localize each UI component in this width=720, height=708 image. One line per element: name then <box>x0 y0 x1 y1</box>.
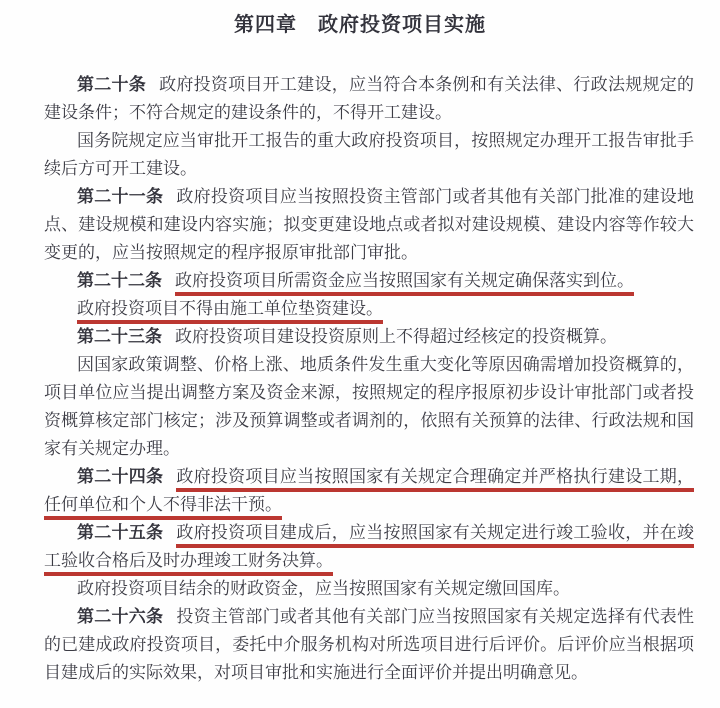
paragraph <box>44 463 694 519</box>
paragraph <box>44 127 694 183</box>
article-number-label: 第二十三条 <box>77 327 162 346</box>
article-number-label: 第二十二条 <box>77 271 162 290</box>
chapter-title: 第四章 政府投资项目实施 <box>234 14 486 36</box>
paragraph <box>44 295 694 323</box>
document-body <box>0 71 720 687</box>
red-underlined-text: 政府投资项目应当按照国家有关规定合理确定并严格执行建设工期，任何单位和个人不得非法干预。 <box>44 467 694 520</box>
red-underlined-text: 政府投资项目所需资金应当按照国家有关规定确保落实到位。 <box>175 271 634 296</box>
article-number-label: 第二十四条 <box>77 467 164 486</box>
paragraph <box>44 519 694 575</box>
paragraph <box>44 323 694 351</box>
paragraph-text: 投资主管部门或者其他有关部门应当按照国家有关规定选择有代表性的已建成政府投资项目，委托中介服务机构对所选项目进行后评价。后评价应当根据项目建成后的实际效果，对项目审批和实施进行全面评价并提出明确意见。 <box>44 607 695 682</box>
paragraph <box>44 351 694 463</box>
paragraph <box>44 71 694 127</box>
paragraph <box>44 603 694 687</box>
paragraph <box>44 183 694 267</box>
red-underlined-text: 政府投资项目建成后，应当按照国家有关规定进行竣工验收，并在竣工验收合格后及时办理竣工财务决算。 <box>44 523 694 576</box>
article-number-label: 第二十五条 <box>77 523 164 542</box>
paragraph <box>44 267 694 295</box>
paragraph-text: 因国家政策调整、价格上涨、地质条件发生重大变化等原因确需增加投资概算的，项目单位应当提出调整方案及资金来源，按照规定的程序报原初步设计审批部门或者投资概算核定部门核定；涉及预算调整或者调剂的，依照有关预算的法律、行政法规和国家有关规定办理。 <box>44 355 694 458</box>
paragraph <box>44 575 694 603</box>
paragraph-text: 政府投资项目开工建设，应当符合本条例和有关法律、行政法规规定的建设条件；不符合规定的建设条件的，不得开工建设。 <box>44 75 695 122</box>
article-number-label: 第二十条 <box>77 75 147 94</box>
paragraph-text: 政府投资项目建设投资原则上不得超过经核定的投资概算。 <box>175 327 617 346</box>
paragraph-text: 政府投资项目结余的财政资金，应当按照国家有关规定缴回国库。 <box>77 579 570 598</box>
paragraph-text: 政府投资项目应当按照投资主管部门或者其他有关部门批准的建设地点、建设规模和建设内容实施；拟变更建设地点或者拟对建设规模、建设内容等作较大变更的，应当按照规定的程序报原审批部门审批。 <box>44 187 695 262</box>
paragraph-text: 国务院规定应当审批开工报告的重大政府投资项目，按照规定办理开工报告审批手续后方可开工建设。 <box>44 131 694 178</box>
article-number-label: 第二十六条 <box>77 607 164 626</box>
article-number-label: 第二十一条 <box>77 187 164 206</box>
red-underlined-text: 政府投资项目不得由施工单位垫资建设。 <box>77 299 383 324</box>
